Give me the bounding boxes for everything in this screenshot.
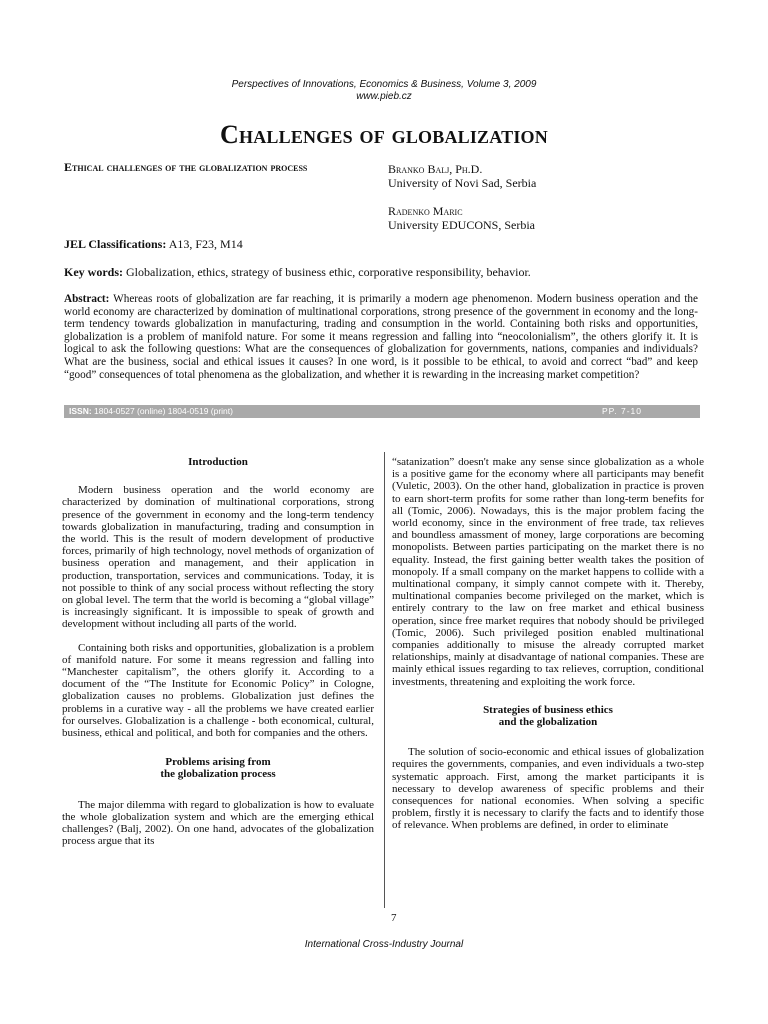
- author-affiliation: University of Novi Sad, Serbia: [388, 176, 537, 190]
- heading-line: and the globalization: [498, 716, 598, 729]
- body-paragraph: Modern business operation and the world economy are characterized by domination of multinational corporations, strong presence of the government in economy and the long-term tendency towards globalization in manufacturing, trading and consumption in the world. This is the result of modern development of productive forces, primarily of high technology, novel methods of organization of business operation and management, and their application in production, transportation, services and communications. Today, it is not possible to think of any social process without reflecting the story on global level. The term that the world is becoming a “global village” is increasingly significant. It is impossible to speak of growth and development without including all parts of the world.: [62, 484, 374, 631]
- body-paragraph: Containing both risks and opportunities, globalization is a problem of manifold nature. For some it means regression and falling into “Manchester capitalism”, the others glorify it. According to a document of the “The Institute for Economic Policy” in Cologne, globalization causes no problems. Globalization just defines the problems in a curative way - all the problems we have created earlier for ourselves. Globalization is a challenge - both economical, cultural, business, ethical and political, and both for companies and the others.: [62, 641, 374, 740]
- right-column: [392, 456, 704, 832]
- issn-bar: [64, 405, 700, 418]
- heading-line: the globalization process: [160, 768, 276, 781]
- section-heading-strategies: [392, 704, 704, 728]
- column-divider: [384, 452, 385, 908]
- page-number: 7: [391, 912, 397, 924]
- page-range: PP. 7-10: [602, 406, 642, 416]
- jel-label: JEL Classifications:: [64, 237, 167, 251]
- paper-title: Challenges of globalization: [220, 120, 548, 149]
- author-affiliation: University EDUCONS, Serbia: [388, 218, 535, 232]
- author-block-2: [388, 204, 535, 232]
- abstract-label: Abstract:: [64, 293, 110, 305]
- heading-line: Strategies of business ethics: [483, 703, 613, 716]
- author-name: Branko Balj, Ph.D.: [388, 162, 483, 176]
- body-paragraph: The major dilemma with regard to globalization is how to evaluate the whole globalization system and which are the emerging ethical challenges? (Balj, 2002). On one hand, advocates of the globalization process argue that its: [62, 798, 374, 848]
- journal-header: [0, 79, 768, 103]
- heading-line: Problems arising from: [165, 756, 271, 769]
- jel-classifications: [64, 237, 243, 252]
- section-heading-introduction: Introduction: [188, 456, 248, 468]
- abstract-text: Whereas roots of globalization are far reaching, it is primarily a modern age phenomenon. Modern business operation and the world economy are characterized by domination of multinational corporations, strong presence of the government in economy and the long-term tendency towards globalization in manufacturing, trading and consumption in the world. Containing both risks and opportunities, globalization is a problem of manifold nature. For some it means regression and falling into “neocolonialism”, the others glorify it. It is logical to ask the following questions: What are the consequences of globalization for governments, nations, companies and individuals? What are the business, social and ethical issues it causes? In one word, is it possible to be ethical, to avoid and correct “bad” and keep “good” consequences of total phenomena as the globalization, and whether it is rewarding in the increasing market competition?: [64, 293, 698, 381]
- jel-value: A13, F23, M14: [168, 237, 243, 251]
- body-paragraph: The solution of socio-economic and ethical issues of globalization requires the governments, companies, and even individuals a two-step systematic approach. First, among the market participants it is necessary to develop awareness of specific problems and their consequences for national economies. When solving a specific problem, firstly it is necessary to clarify the facts and to identify those of relevance. When problems are defined, in order to eliminate: [392, 746, 704, 832]
- body-paragraph: “satanization” doesn't make any sense since globalization as a whole is a positive game for the economy where all participants may benefit (Vuletic, 2003). On the other hand, globalization in practice is proven to earn short-term profits for some rather than long-term benefits for all (Tomic, 2006). Nowadays, this is the major problem facing the world economy, since in the environment of free trade, tax relieves and boundless amassment of money, large corporations are becoming monopolists. Between parties participating on the market there is no equality. Instead, the first gaining better wealth takes the position of monopoly. If a small company on the market happens to collide with a multinational company, it simply cannot compete with it. Thereby, multinational companies become privileged on the market, which is entirely contrary to the law on free market and ethical business operation, since free market requires that nobody should be privileged (Tomic, 2006). Such privileged position enabled multinational companies additionally to misuse the already corrupted market relationships, mainly at disadvantage of national companies. These are mainly ethical issues regarding to tax relieves, corruption, conditional investments, threatening and exploiting the work force.: [392, 456, 704, 688]
- paper-subtitle: Ethical challenges of the globalization process: [64, 160, 308, 174]
- left-column: [62, 456, 374, 847]
- keywords: [64, 265, 704, 280]
- keywords-label: Key words:: [64, 265, 123, 279]
- issn-value: 1804-0527 (online) 1804-0519 (print): [94, 406, 233, 416]
- journal-website: www.pieb.cz: [356, 91, 412, 102]
- journal-footer: International Cross-Industry Journal: [304, 939, 464, 950]
- abstract: [64, 293, 698, 381]
- section-heading-problems: [62, 756, 374, 780]
- author-block-1: [388, 162, 536, 190]
- journal-line: Perspectives of Innovations, Economics & Business, Volume 3, 2009: [231, 79, 537, 90]
- keywords-value: Globalization, ethics, strategy of business ethic, corporative responsibility, behavior.: [126, 265, 531, 279]
- author-name: Radenko Maric: [388, 204, 463, 218]
- issn-text: [69, 406, 233, 416]
- issn-label: ISSN:: [69, 406, 92, 416]
